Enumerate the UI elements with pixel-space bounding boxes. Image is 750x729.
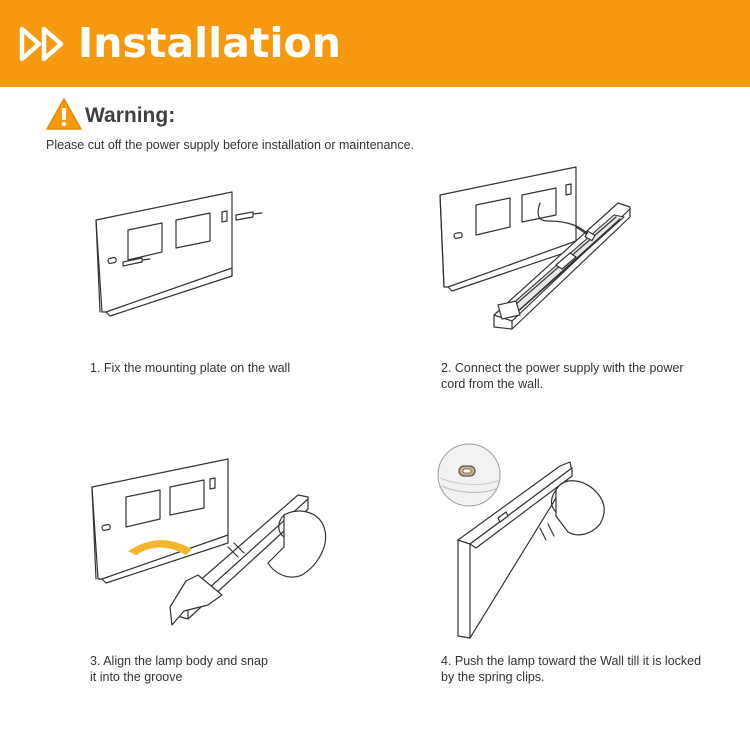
header-banner xyxy=(0,0,750,87)
warning-title: Warning: xyxy=(85,104,176,127)
push-lamp-illustration xyxy=(436,440,636,645)
step-4-caption: 4. Push the lamp toward the Wall till it is locked by the spring clips. xyxy=(441,654,702,684)
double-chevron-right-icon xyxy=(19,25,67,63)
step-3-caption: 3. Align the lamp body and snap it into the groove xyxy=(90,654,268,684)
step-1-caption: 1. Fix the mounting plate on the wall xyxy=(90,361,291,375)
align-lamp-illustration xyxy=(88,455,338,640)
warning-triangle-icon xyxy=(45,97,83,131)
step-2-caption: 2. Connect the power supply with the power cord from the wall. xyxy=(441,361,684,391)
power-connection-illustration xyxy=(436,165,636,340)
warning-text: Please cut off the power supply before installation or maintenance. xyxy=(46,138,415,152)
mounting-plate-illustration xyxy=(90,190,280,320)
page-title: Installation xyxy=(78,19,341,67)
